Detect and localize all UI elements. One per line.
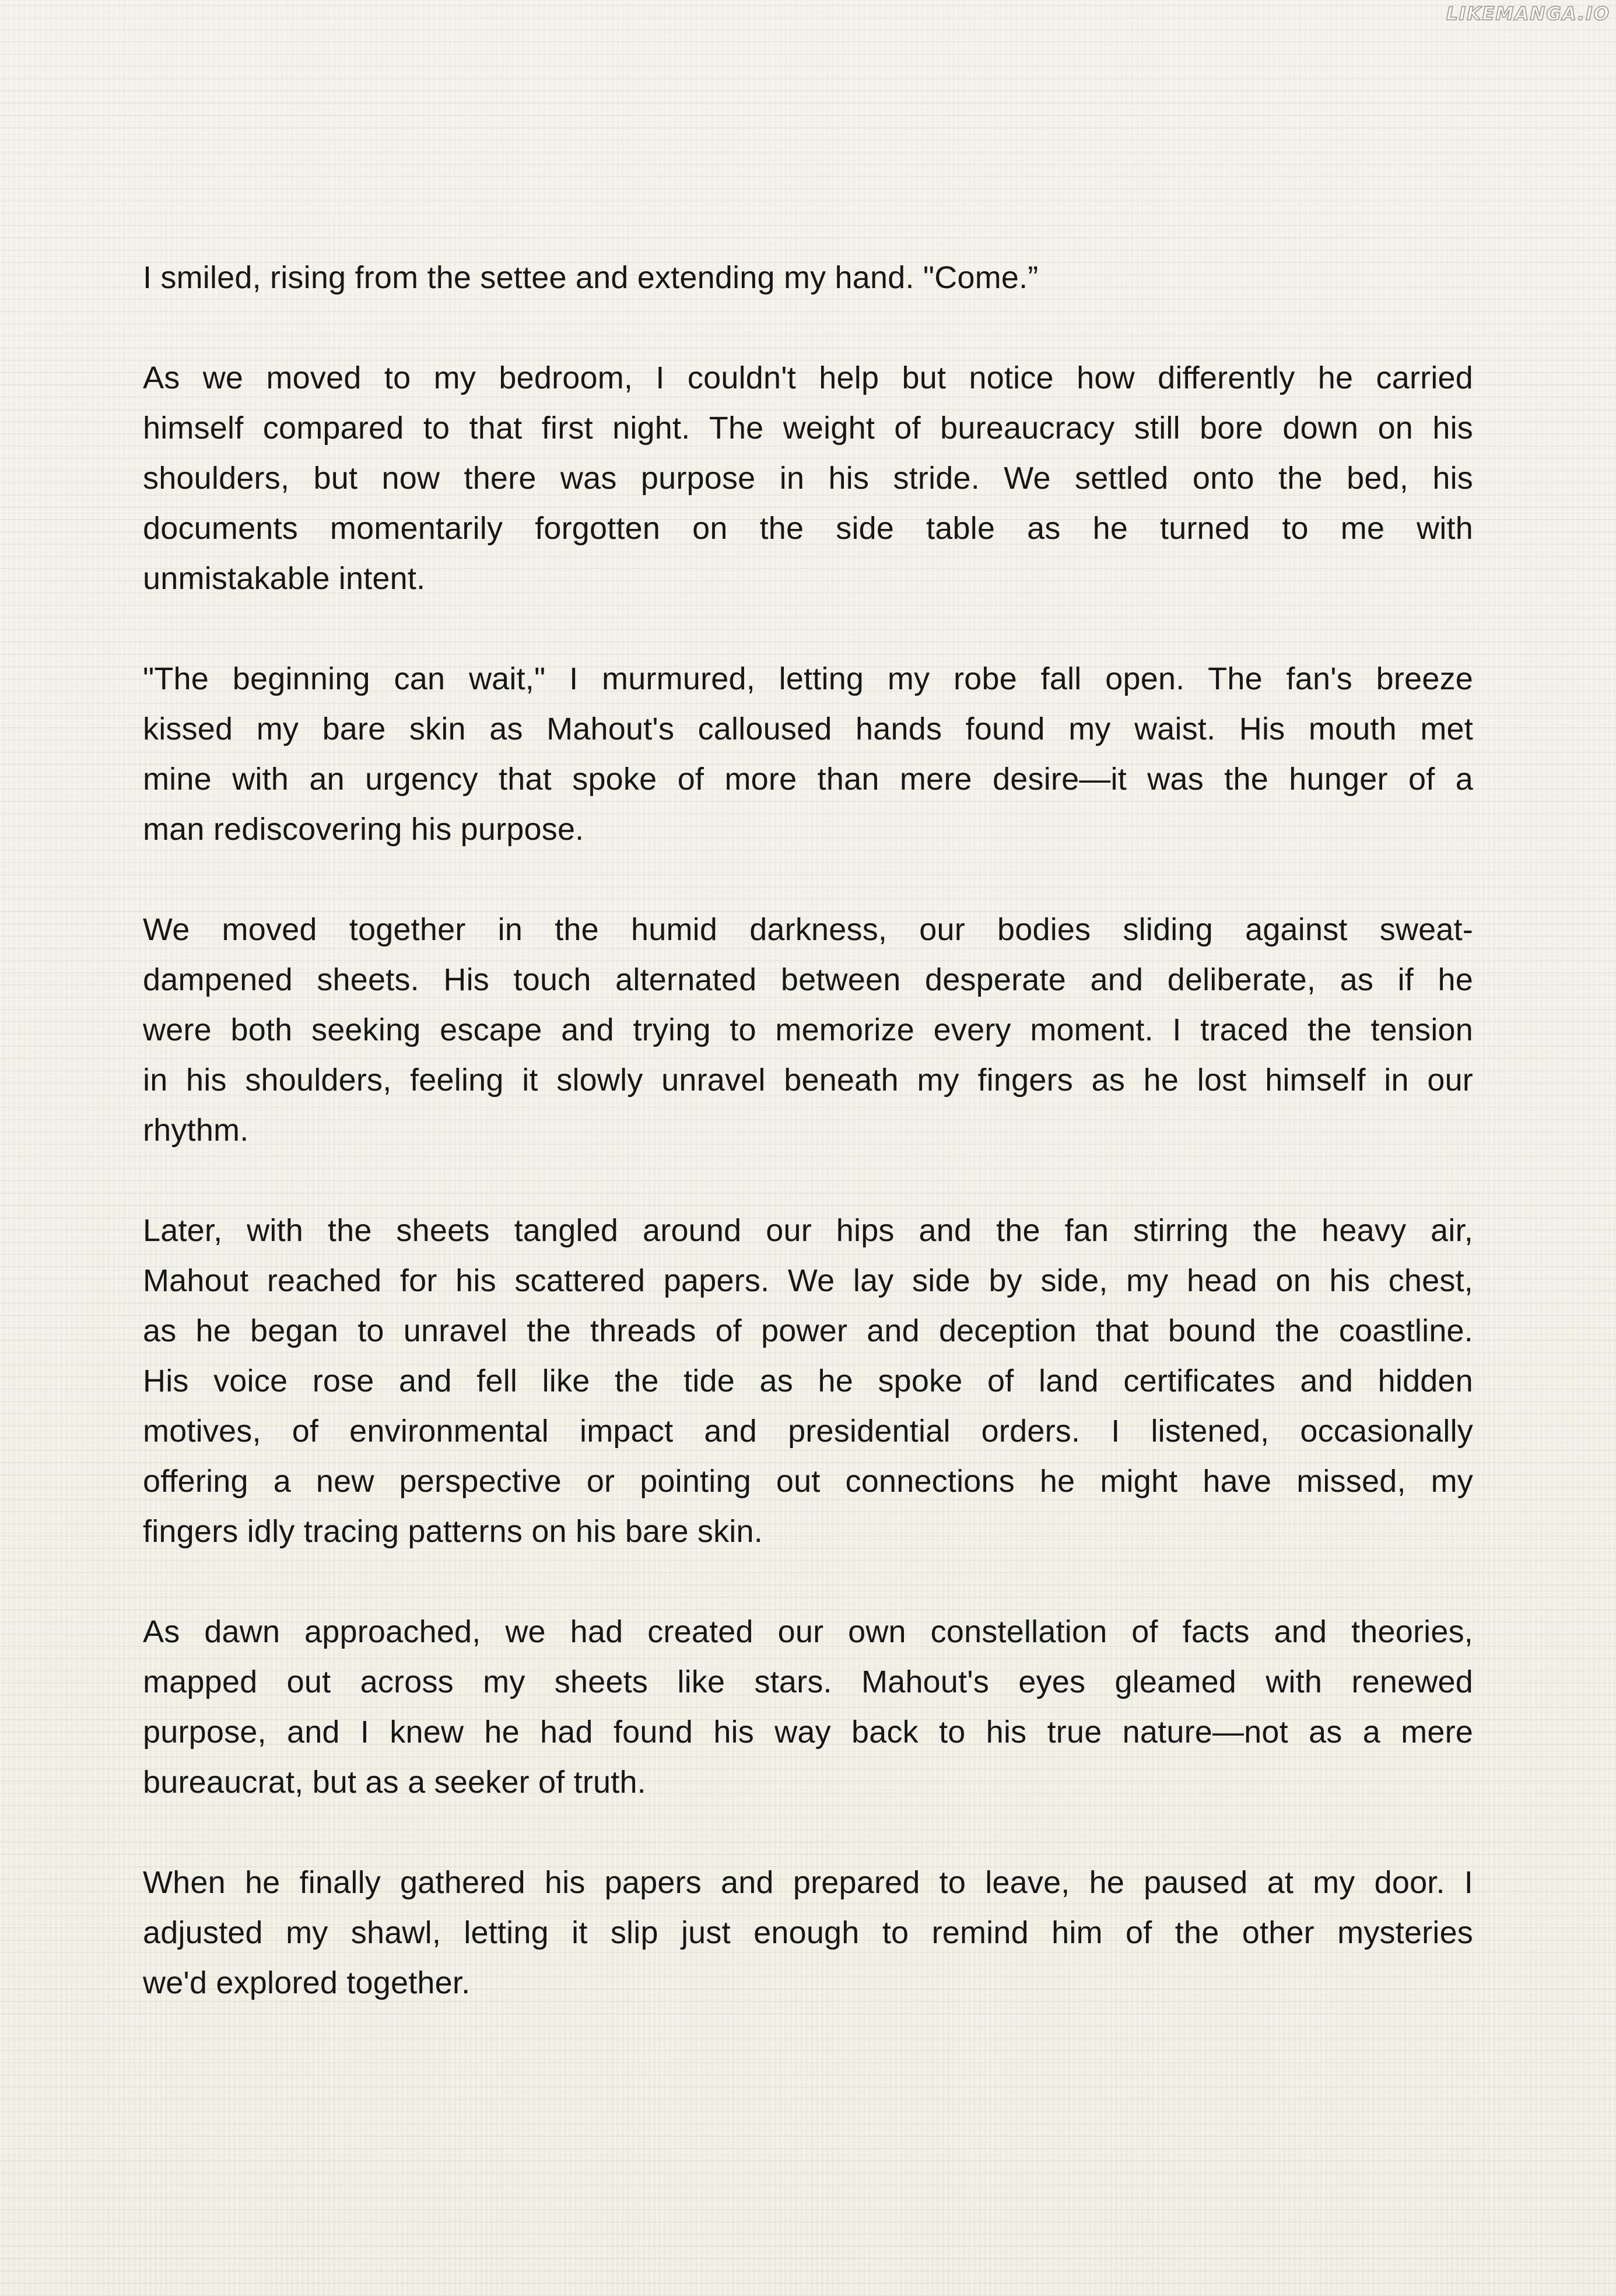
text-line: His voice rose and fell like the tide as he spoke of land certificates and hidden [143, 1363, 1473, 1398]
text-line: Mahout reached for his scattered papers. We lay side by side, my head on his chest, [143, 1263, 1473, 1298]
site-watermark: LIKEMANGA.IO [1446, 3, 1610, 24]
paragraph [143, 1857, 1473, 2008]
text-line: shoulders, but now there was purpose in his stride. We settled onto the bed, his [143, 461, 1473, 496]
text-line: When he finally gathered his papers and prepared to leave, he paused at my door. I [143, 1865, 1473, 1900]
paragraph [143, 253, 1473, 303]
text-line: Later, with the sheets tangled around our hips and the fan stirring the heavy air, [143, 1213, 1473, 1248]
text-line: kissed my bare skin as Mahout's calloused hands found my waist. His mouth met [143, 711, 1473, 746]
text-line: "The beginning can wait," I murmured, letting my robe fall open. The fan's breeze [143, 661, 1473, 696]
text-line: bureaucrat, but as a seeker of truth. [143, 1765, 646, 1800]
text-line: unmistakable intent. [143, 561, 426, 596]
text-line: As dawn approached, we had created our own constellation of facts and theories, [143, 1614, 1473, 1649]
text-line: documents momentarily forgotten on the side table as he turned to me with [143, 511, 1473, 546]
paragraph [143, 1205, 1473, 1557]
paragraph [143, 654, 1473, 854]
text-line: mine with an urgency that spoke of more than mere desire—it was the hunger of a [143, 762, 1473, 797]
text-line: fingers idly tracing patterns on his bare skin. [143, 1514, 763, 1549]
paragraph [143, 905, 1473, 1155]
text-line: himself compared to that first night. The weight of bureaucracy still bore down on his [143, 411, 1473, 446]
text-line: As we moved to my bedroom, I couldn't help but notice how differently he carried [143, 360, 1473, 395]
text-line: purpose, and I knew he had found his way back to his true nature—not as a mere [143, 1715, 1473, 1750]
text-line: dampened sheets. His touch alternated between desperate and deliberate, as if he [143, 962, 1473, 997]
text-line: I smiled, rising from the settee and extending my hand. "Come.” [143, 260, 1039, 295]
page-text [143, 253, 1473, 2008]
text-line: offering a new perspective or pointing out connections he might have missed, my [143, 1464, 1473, 1499]
text-line: rhythm. [143, 1113, 249, 1148]
text-line: man rediscovering his purpose. [143, 812, 584, 847]
text-line: as he began to unravel the threads of power and deception that bound the coastline. [143, 1313, 1473, 1348]
text-line: motives, of environmental impact and presidential orders. I listened, occasionally [143, 1414, 1473, 1449]
paragraph [143, 353, 1473, 604]
text-line: adjusted my shawl, letting it slip just enough to remind him of the other mysteries [143, 1915, 1473, 1950]
text-line: were both seeking escape and trying to memorize every moment. I traced the tension [143, 1012, 1473, 1047]
text-line: We moved together in the humid darkness, our bodies sliding against sweat- [143, 912, 1473, 947]
text-line: mapped out across my sheets like stars. Mahout's eyes gleamed with renewed [143, 1664, 1473, 1699]
text-line: in his shoulders, feeling it slowly unravel beneath my fingers as he lost himself in our [143, 1063, 1473, 1098]
paragraph [143, 1607, 1473, 1807]
text-line: we'd explored together. [143, 1965, 471, 2000]
